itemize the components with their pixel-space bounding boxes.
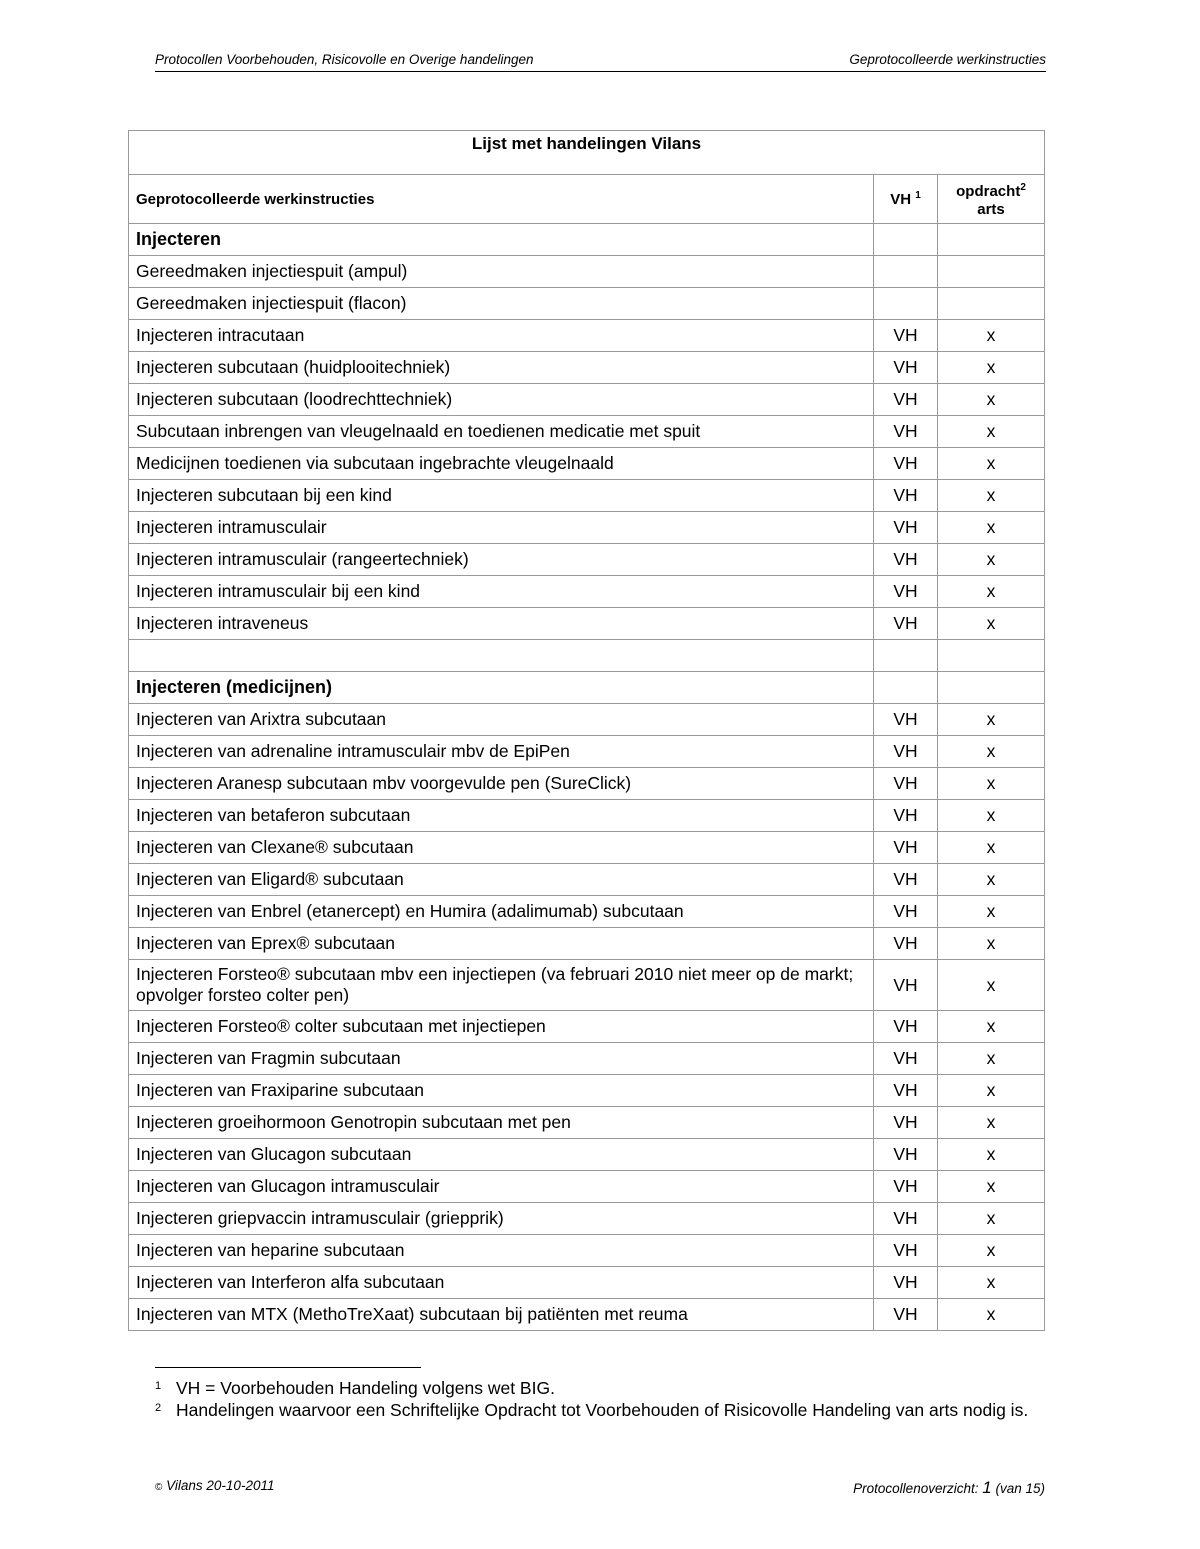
opdracht-cell [938,672,1045,704]
opdracht-cell: x [938,960,1045,1011]
opdracht-cell: x [938,704,1045,736]
vh-cell: VH [874,704,938,736]
procedure-name: Injecteren van Glucagon subcutaan [129,1139,874,1171]
vh-cell: VH [874,1139,938,1171]
vh-cell: VH [874,1107,938,1139]
table-row [129,416,1045,448]
opdracht-cell: x [938,384,1045,416]
procedure-name: Injecteren intramusculair [129,512,874,544]
opdracht-cell: x [938,448,1045,480]
vh-cell [874,672,938,704]
vh-cell: VH [874,608,938,640]
procedure-name: Injecteren van Enbrel (etanercept) en Humira (adalimumab) subcutaan [129,896,874,928]
table-row [129,864,1045,896]
vh-cell: VH [874,928,938,960]
procedures-table [128,130,1045,1331]
table-row [129,928,1045,960]
table-row [129,960,1045,1011]
table-title-row [129,131,1045,175]
procedure-name: Injecteren intramusculair bij een kind [129,576,874,608]
section-header-row [129,672,1045,704]
procedure-name: Injecteren van Eligard® subcutaan [129,864,874,896]
opdracht-cell [938,256,1045,288]
opdracht-cell [938,224,1045,256]
table-row [129,832,1045,864]
vh-cell: VH [874,320,938,352]
procedure-name: Gereedmaken injectiespuit (flacon) [129,288,874,320]
footnote-rule [155,1367,421,1368]
opdracht-cell: x [938,416,1045,448]
vh-cell: VH [874,352,938,384]
vh-cell: VH [874,1267,938,1299]
vh-cell: VH [874,1203,938,1235]
vh-cell: VH [874,544,938,576]
section-header-row [129,224,1045,256]
vh-cell: VH [874,1171,938,1203]
vh-cell: VH [874,736,938,768]
table-row [129,1011,1045,1043]
procedure-name: Injecteren van Glucagon intramusculair [129,1171,874,1203]
vh-cell: VH [874,448,938,480]
table-row [129,544,1045,576]
table-title: Lijst met handelingen Vilans [129,131,1045,175]
vh-cell: VH [874,960,938,1011]
page-footer [155,1478,1045,1498]
vh-cell: VH [874,512,938,544]
procedure-name: Injecteren van adrenaline intramusculair mbv de EpiPen [129,736,874,768]
table-row [129,448,1045,480]
opdracht-cell: x [938,544,1045,576]
opdracht-cell: x [938,352,1045,384]
opdracht-cell: x [938,576,1045,608]
procedure-name: Injecteren griepvaccin intramusculair (griepprik) [129,1203,874,1235]
table-row [129,640,1045,672]
table-row [129,608,1045,640]
opdracht-cell: x [938,1203,1045,1235]
procedure-name: Subcutaan inbrengen van vleugelnaald en toedienen medicatie met spuit [129,416,874,448]
footer-right: Protocollenoverzicht: 1 (van 15) [853,1478,1045,1497]
procedure-name: Injecteren van MTX (MethoTreXaat) subcutaan bij patiënten met reuma [129,1299,874,1331]
opdracht-cell: x [938,1107,1045,1139]
vh-cell: VH [874,480,938,512]
procedure-name: Injecteren van betaferon subcutaan [129,800,874,832]
procedure-name: Injecteren intraveneus [129,608,874,640]
procedure-name: Injecteren intramusculair (rangeertechniek) [129,544,874,576]
table-row [129,480,1045,512]
vh-cell: VH [874,896,938,928]
opdracht-cell: x [938,1267,1045,1299]
section-title: Injecteren [129,224,874,256]
column-header-vh: VH $^1$ [874,175,938,224]
table-row [129,288,1045,320]
procedure-name: Injecteren van Arixtra subcutaan [129,704,874,736]
opdracht-cell: x [938,1171,1045,1203]
table-row [129,1235,1045,1267]
procedure-name: Injecteren subcutaan bij een kind [129,480,874,512]
opdracht-cell [938,640,1045,672]
vh-cell: VH [874,384,938,416]
opdracht-cell: x [938,1075,1045,1107]
table-row [129,1203,1045,1235]
table-row [129,736,1045,768]
procedure-name: Injecteren Forsteo® colter subcutaan met injectiepen [129,1011,874,1043]
table-row [129,800,1045,832]
table-row [129,768,1045,800]
vh-cell: VH [874,1075,938,1107]
opdracht-cell: x [938,320,1045,352]
procedure-name: Injecteren van Interferon alfa subcutaan [129,1267,874,1299]
vh-cell: VH [874,416,938,448]
table-row [129,320,1045,352]
vh-cell: VH [874,576,938,608]
vh-cell: VH [874,1299,938,1331]
opdracht-cell: x [938,480,1045,512]
vh-cell [874,256,938,288]
procedure-name: Medicijnen toedienen via subcutaan ingebrachte vleugelnaald [129,448,874,480]
table-row [129,704,1045,736]
opdracht-cell: x [938,800,1045,832]
table-row [129,1299,1045,1331]
opdracht-cell: x [938,1235,1045,1267]
opdracht-cell: x [938,608,1045,640]
procedure-name: Injecteren van Fraxiparine subcutaan [129,1075,874,1107]
vh-cell: VH [874,864,938,896]
procedure-name: Injecteren van Fragmin subcutaan [129,1043,874,1075]
table-row [129,1267,1045,1299]
table-row [129,896,1045,928]
opdracht-cell: x [938,1299,1045,1331]
opdracht-cell: x [938,768,1045,800]
vh-cell: VH [874,832,938,864]
table-row [129,352,1045,384]
procedure-name: Injecteren subcutaan (huidplooitechniek) [129,352,874,384]
opdracht-cell: x [938,1139,1045,1171]
procedure-name: Injecteren van Eprex® subcutaan [129,928,874,960]
table-row [129,1075,1045,1107]
opdracht-cell: x [938,864,1045,896]
vh-cell: VH [874,1043,938,1075]
table-row [129,576,1045,608]
table-row [129,1107,1045,1139]
vh-cell [874,288,938,320]
procedure-name: Injecteren subcutaan (loodrechttechniek) [129,384,874,416]
opdracht-cell: x [938,1043,1045,1075]
header-right: Geprotocolleerde werkinstructies [849,52,1046,67]
table-row [129,1043,1045,1075]
vh-cell: VH [874,768,938,800]
vh-cell [874,640,938,672]
table-row [129,256,1045,288]
vh-cell: VH [874,1011,938,1043]
section-title: Injecteren (medicijnen) [129,672,874,704]
procedure-name: Injecteren van heparine subcutaan [129,1235,874,1267]
footer-left: © Vilans 20-10-2011 [155,1478,275,1493]
opdracht-cell: x [938,736,1045,768]
table-row [129,1171,1045,1203]
procedure-name: Injecteren groeihormoon Genotropin subcutaan met pen [129,1107,874,1139]
table-row [129,1139,1045,1171]
vh-cell: VH [874,800,938,832]
procedure-name [129,640,874,672]
table-row [129,512,1045,544]
opdracht-cell: x [938,832,1045,864]
column-header-row [129,175,1045,224]
opdracht-cell: x [938,896,1045,928]
vh-cell [874,224,938,256]
procedure-name: Injecteren van Clexane® subcutaan [129,832,874,864]
procedure-name: Injecteren Aranesp subcutaan mbv voorgevulde pen (SureClick) [129,768,874,800]
procedure-name: Injecteren Forsteo® subcutaan mbv een injectiepen (va februari 2010 niet meer op de markt; opvolger forsteo colter pen) [129,960,874,1011]
procedure-name: Gereedmaken injectiespuit (ampul) [129,256,874,288]
vh-cell: VH [874,1235,938,1267]
procedure-name: Injecteren intracutaan [129,320,874,352]
opdracht-cell: x [938,512,1045,544]
opdracht-cell: x [938,928,1045,960]
header-left: Protocollen Voorbehouden, Risicovolle en Overige handelingen [155,52,534,67]
opdracht-cell [938,288,1045,320]
page-header [155,52,1046,72]
column-header-instructions: Geprotocolleerde werkinstructies [129,175,874,224]
opdracht-cell: x [938,1011,1045,1043]
column-header-opdracht: opdracht$^2$ arts [938,175,1045,224]
table-row [129,384,1045,416]
